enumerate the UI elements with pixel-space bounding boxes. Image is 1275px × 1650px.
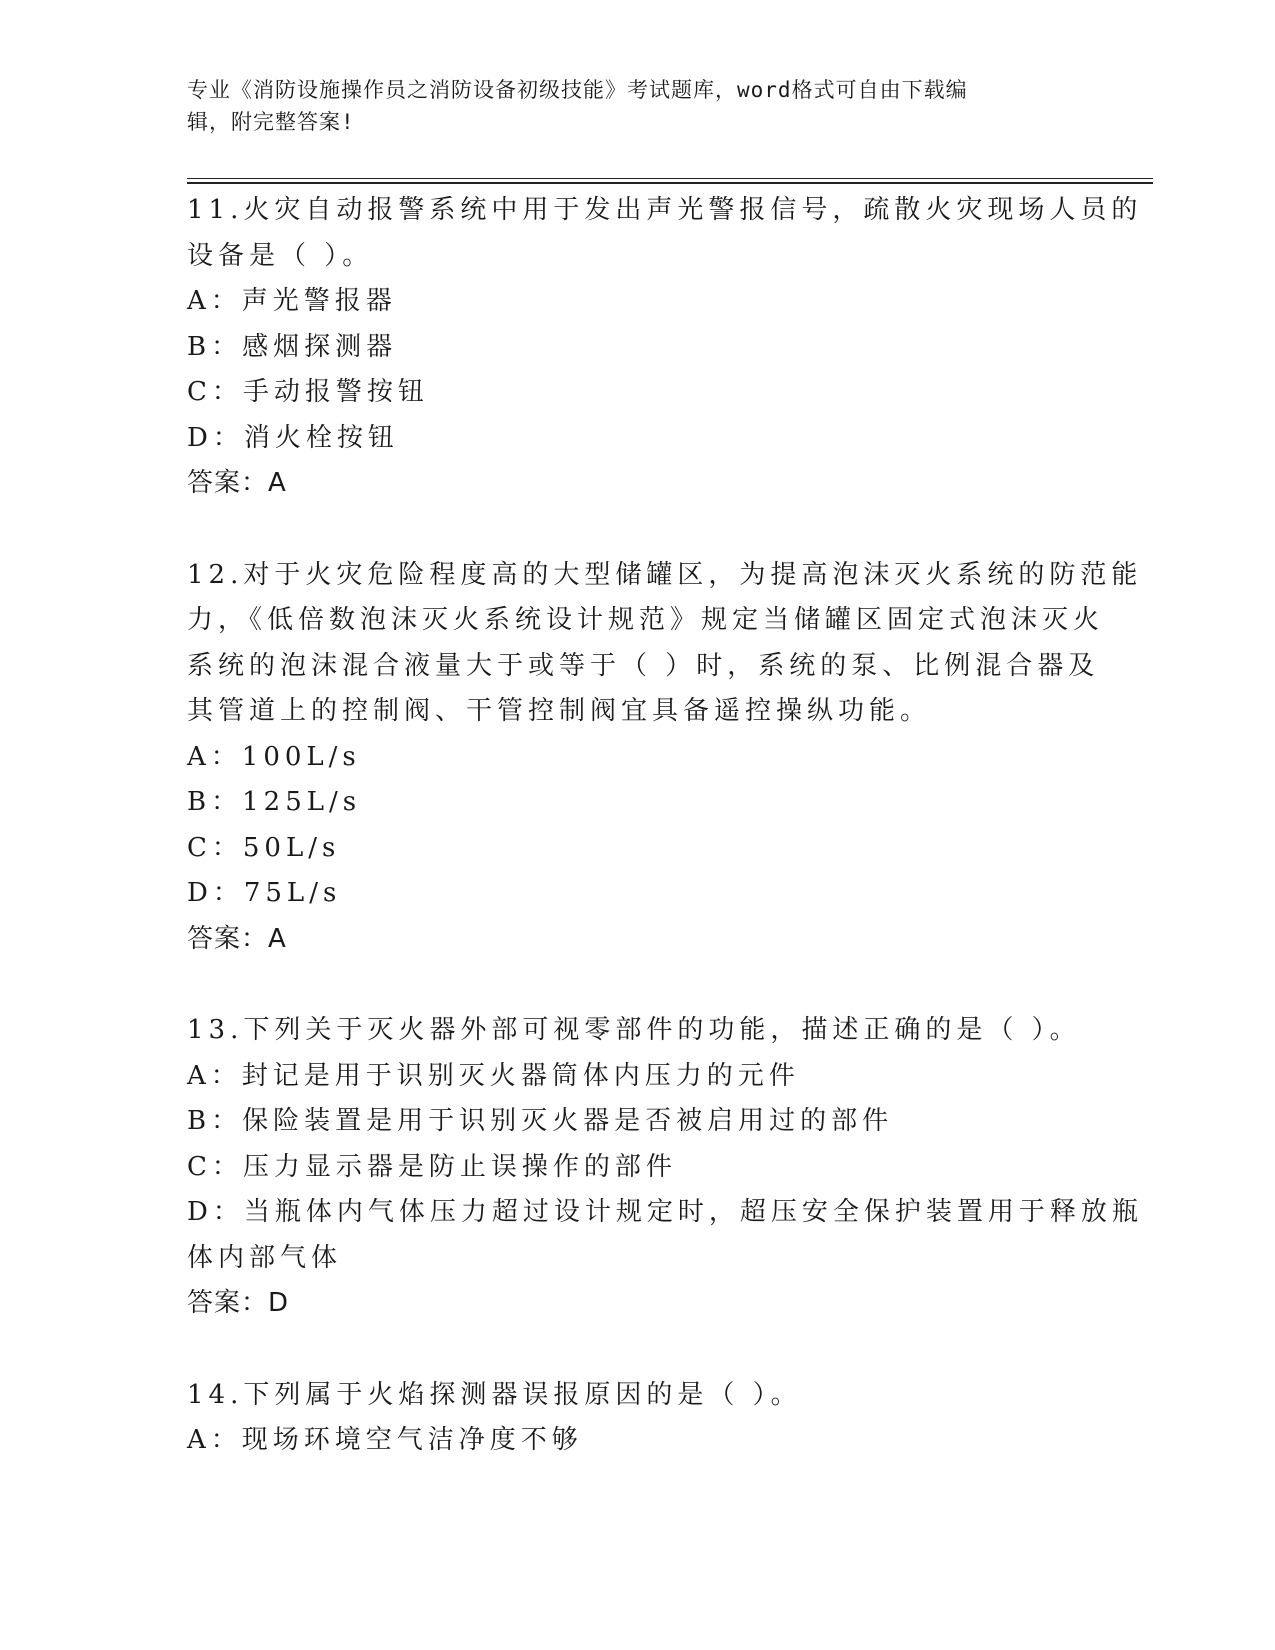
question-11 — [187, 188, 1143, 507]
option-b: B：125L/s — [187, 787, 362, 817]
option-b: B：保险装置是用于识别灭火器是否被启用过的部件 — [187, 1106, 894, 1136]
answer-label: 答案：A — [187, 923, 287, 954]
option-a: A：封记是用于识别灭火器筒体内压力的元件 — [187, 1060, 800, 1091]
option-a: A：100L/s — [187, 741, 361, 772]
stem-line: 设备是（ ）。 — [187, 240, 374, 271]
option-d: D：当瓶体内气体压力超过设计规定时，超压安全保护装置用于释放瓶 — [187, 1197, 1143, 1227]
stem-line: 其管道上的控制阀、干管控制阀宜具备遥控操纵功能。 — [187, 696, 932, 726]
header-line: 专业《消防设施操作员之消防设备初级技能》考试题库，word格式可自由下载编 — [187, 78, 968, 102]
header-divider-thick — [187, 182, 1153, 184]
question-13 — [187, 1008, 1143, 1327]
option-c: C：手动报警按钮 — [187, 377, 429, 407]
answer-label: 答案：D — [187, 1288, 290, 1318]
question-14 — [187, 1373, 1087, 1464]
header-divider-thin — [187, 178, 1153, 179]
question-list — [187, 188, 1143, 1510]
answer-label: 答案：A — [187, 468, 287, 498]
question-stem — [187, 553, 1143, 735]
option-d: D：75L/s — [187, 878, 342, 908]
document-header — [187, 74, 1067, 138]
stem-line: 13.下列关于灭火器外部可视零部件的功能，描述正确的是（ ）。 — [187, 1015, 1081, 1045]
question-12 — [187, 553, 1143, 963]
option-d: D：消火栓按钮 — [187, 422, 399, 453]
stem-line: 系统的泡沫混合液量大于或等于（ ）时，系统的泵、比例混合器及 — [187, 650, 1100, 681]
question-stem — [187, 188, 1143, 279]
option-a: A：现场环境空气洁净度不够 — [187, 1425, 583, 1455]
header-line: 辑，附完整答案! — [187, 110, 355, 134]
option-d-continued: 体内部气体 — [187, 1242, 343, 1273]
stem-line: 11.火灾自动报警系统中用于发出声光警报信号，疏散火灾现场人员的 — [187, 195, 1143, 225]
stem-line: 力，《低倍数泡沫灭火系统设计规范》规定当储罐区固定式泡沫灭火 — [187, 605, 1105, 635]
option-c: C：压力显示器是防止误操作的部件 — [187, 1151, 677, 1182]
option-b: B：感烟探测器 — [187, 331, 398, 362]
option-c: C：50L/s — [187, 832, 341, 863]
stem-line: 12.对于火灾危险程度高的大型储罐区，为提高泡沫灭火系统的防范能 — [187, 559, 1143, 590]
question-stem — [187, 1373, 1087, 1419]
option-a: A：声光警报器 — [187, 286, 397, 316]
question-stem — [187, 1008, 1087, 1054]
stem-line: 14.下列属于火焰探测器误报原因的是（ ）。 — [187, 1379, 802, 1410]
